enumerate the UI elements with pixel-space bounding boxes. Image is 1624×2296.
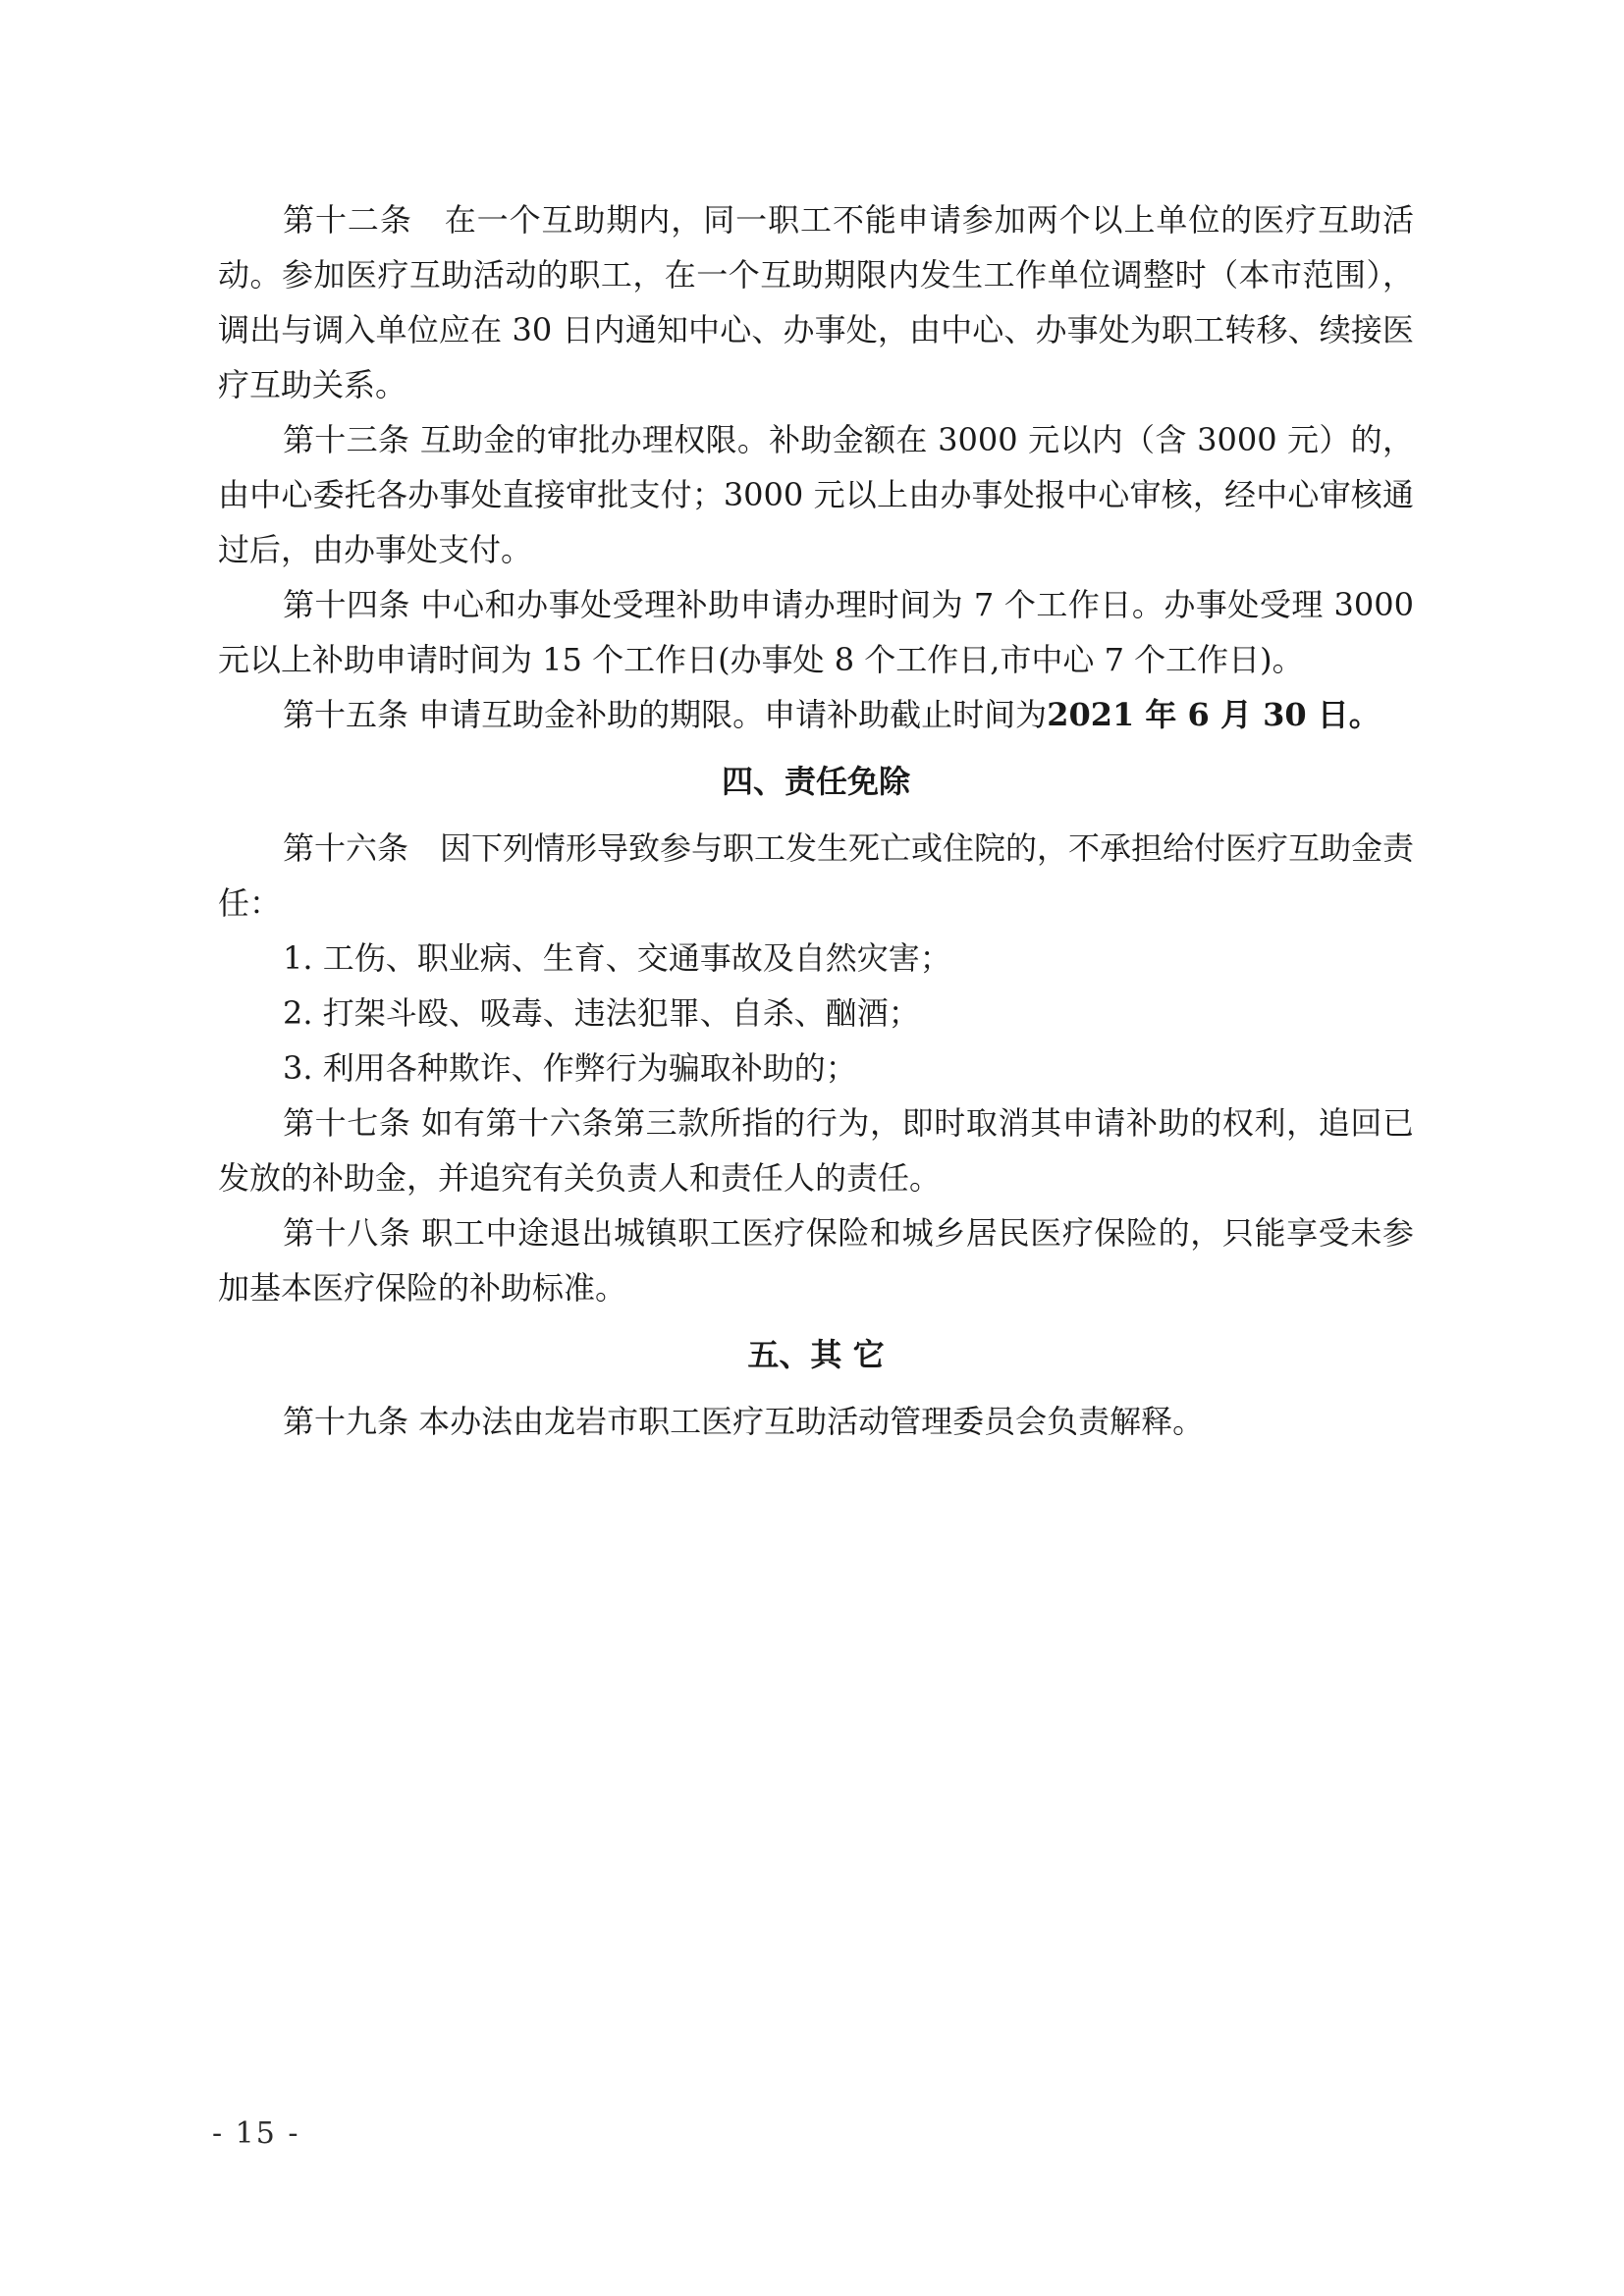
article-16-item-2: 2. 打架斗殴、吸毒、违法犯罪、自杀、酗酒； — [283, 994, 920, 1032]
article-14 — [218, 577, 1414, 687]
article-16-item-3: 3. 利用各种欺诈、作弊行为骗取补助的； — [283, 1049, 857, 1087]
page-number: - 15 - — [212, 2116, 300, 2151]
article-18 — [218, 1205, 1414, 1315]
section-5-title: 五、其 它 — [747, 1336, 885, 1373]
article-19-text: 第十九条 本办法由龙岩市职工医疗互助活动管理委员会负责解释。 — [283, 1403, 1205, 1440]
article-19 — [218, 1394, 1414, 1449]
article-15-text: 第十五条 申请互助金补助的期限。申请补助截止时间为 — [283, 696, 1048, 733]
article-17-text: 第十七条 如有第十六条第三款所指的行为，即时取消其申请补助的权利，追回已发放的补助金，并追究有关负责人和责任人的责任。 — [218, 1104, 1414, 1197]
article-15-deadline: 2021 年 6 月 30 日。 — [1047, 696, 1380, 733]
article-16-item-1: 1. 工伤、职业病、生育、交通事故及自然灾害； — [283, 939, 951, 977]
document-body — [218, 192, 1414, 1449]
article-16 — [218, 821, 1414, 931]
article-16-text: 第十六条 因下列情形导致参与职工发生死亡或住院的，不承担给付医疗互助金责任： — [218, 829, 1415, 922]
article-12-text: 第十二条 在一个互助期内，同一职工不能申请参加两个以上单位的医疗互助活动。参加医疗互助活动的职工，在一个互助期限内发生工作单位调整时（本市范围），调出与调入单位应在 30 日内通知中心、办事处，由中心、办事处为职工转移、续接医疗互助关系。 — [218, 201, 1414, 403]
article-18-text: 第十八条 职工中途退出城镇职工医疗保险和城乡居民医疗保险的，只能享受未参加基本医疗保险的补助标准。 — [218, 1214, 1414, 1307]
article-15 — [218, 687, 1414, 742]
article-17 — [218, 1095, 1414, 1205]
article-13 — [218, 412, 1414, 577]
article-14-text: 第十四条 中心和办事处受理补助申请办理时间为 7 个工作日。办事处受理 3000 元以上补助申请时间为 15 个工作日(办事处 8 个工作日,市中心 7 个工作日)。 — [218, 586, 1414, 678]
section-4-title: 四、责任免除 — [721, 763, 910, 800]
article-13-text: 第十三条 互助金的审批办理权限。补助金额在 3000 元以内（含 3000 元）的，由中心委托各办事处直接审批支付；3000 元以上由办事处报中心审核，经中心审核通过后，由办事处支付。 — [218, 421, 1414, 568]
article-12 — [218, 192, 1414, 412]
